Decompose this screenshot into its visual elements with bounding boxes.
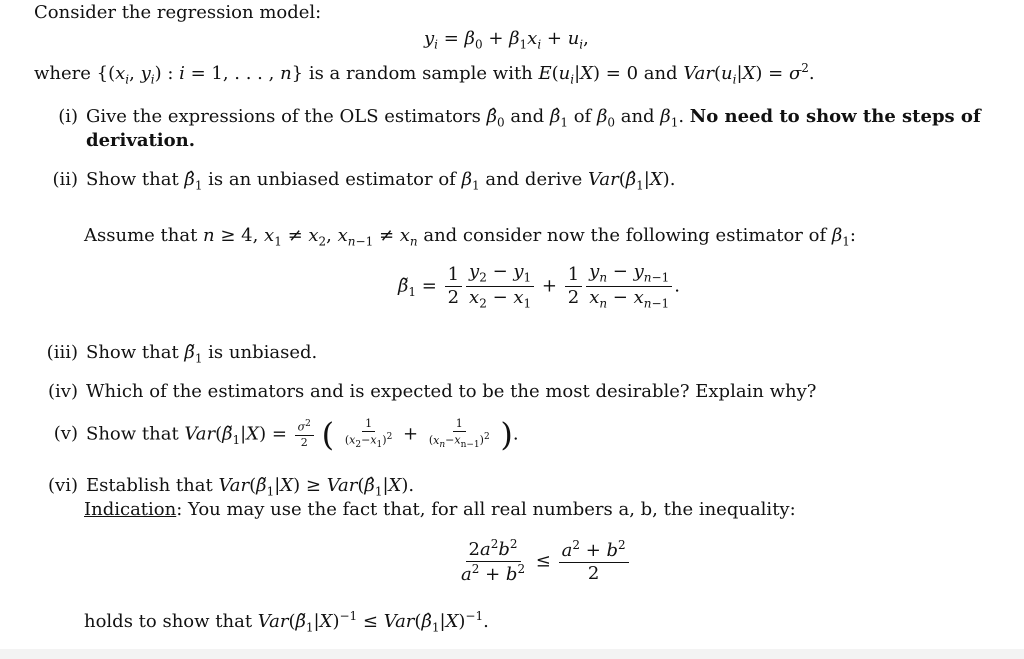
model-equation: $y_i = \beta_0 + \beta_1x_i + u_i$, <box>424 28 589 52</box>
item-i: (i) Give the expressions of the OLS estimators $\betâ_0$ and $\betâ_1$ of $\beta_0$ and $\beta_1$. No need to show the steps of <box>58 106 981 130</box>
indication-line <box>84 499 796 520</box>
holds-line: holds to show that $Var(\betã_1|X)^{-1}$ ≤ $Var(\betâ_1|X)^{-1}$. <box>84 609 489 635</box>
item-ii: (ii) Show that $\betâ_1$ is an unbiased estimator of $\beta_1$ and derive $Var(\betâ_1|X)$. <box>52 169 676 193</box>
item-iii: (iii) Show that $\betã_1$ is unbiased. <box>46 342 318 366</box>
item-iv-text: Which of the estimators and is expected to be the most desirable? Explain why? <box>86 381 817 402</box>
item-i-cont: derivation. <box>86 130 195 151</box>
bottom-strip <box>0 649 1024 659</box>
indication-label: Indication <box>84 499 177 520</box>
assume-text: Assume that n ≥ 4, $x_1 \ne x_2$, $x_{n-1} \ne x_n$ and consider now the following estimator of $\beta_1$: <box>84 225 856 249</box>
tilde-estimator-formula: $\betã_1$ = $\frac{1}{2}$ $\frac{y_2 - y_1}{x_2 - x_1}$ + $\frac{1}{2}$ $\frac{y_n - y_{n-1}}{x_n - x_{n-1}}$ . <box>398 261 680 311</box>
item-v: (v) Show that $Var(\betã_1|X)$ = $\frac{\sigma^2}{2}$ ( $\frac{1}{(x_2-x_1)^2}$ + $\frac{1}{(x_n-x_{n-1})^2}$ ). <box>53 415 519 454</box>
where-line: where {($x_i$, $y_i$) : i = 1, . . . , n} is a random sample with $E(u_i|X) = 0$ and $Var(u_i|X) = \sigma^2$. <box>34 61 815 87</box>
item-iv: (iv) Which of the estimators and is expected to be the most desirable? Explain why? <box>48 381 817 402</box>
indication-text: : You may use the fact that, for all real numbers a, b, the inequality: <box>176 499 796 520</box>
item-vi: (vi) Establish that $Var(\betã_1|X)$ ≥ $Var(\betâ_1|X)$. <box>48 475 415 499</box>
inequality-formula: $\frac{2a^2b^2}{a^2 + b^2}$ ≤ $\frac{a^2 + b^2}{2}$ <box>456 538 631 585</box>
intro-text: Consider the regression model: <box>34 2 322 23</box>
